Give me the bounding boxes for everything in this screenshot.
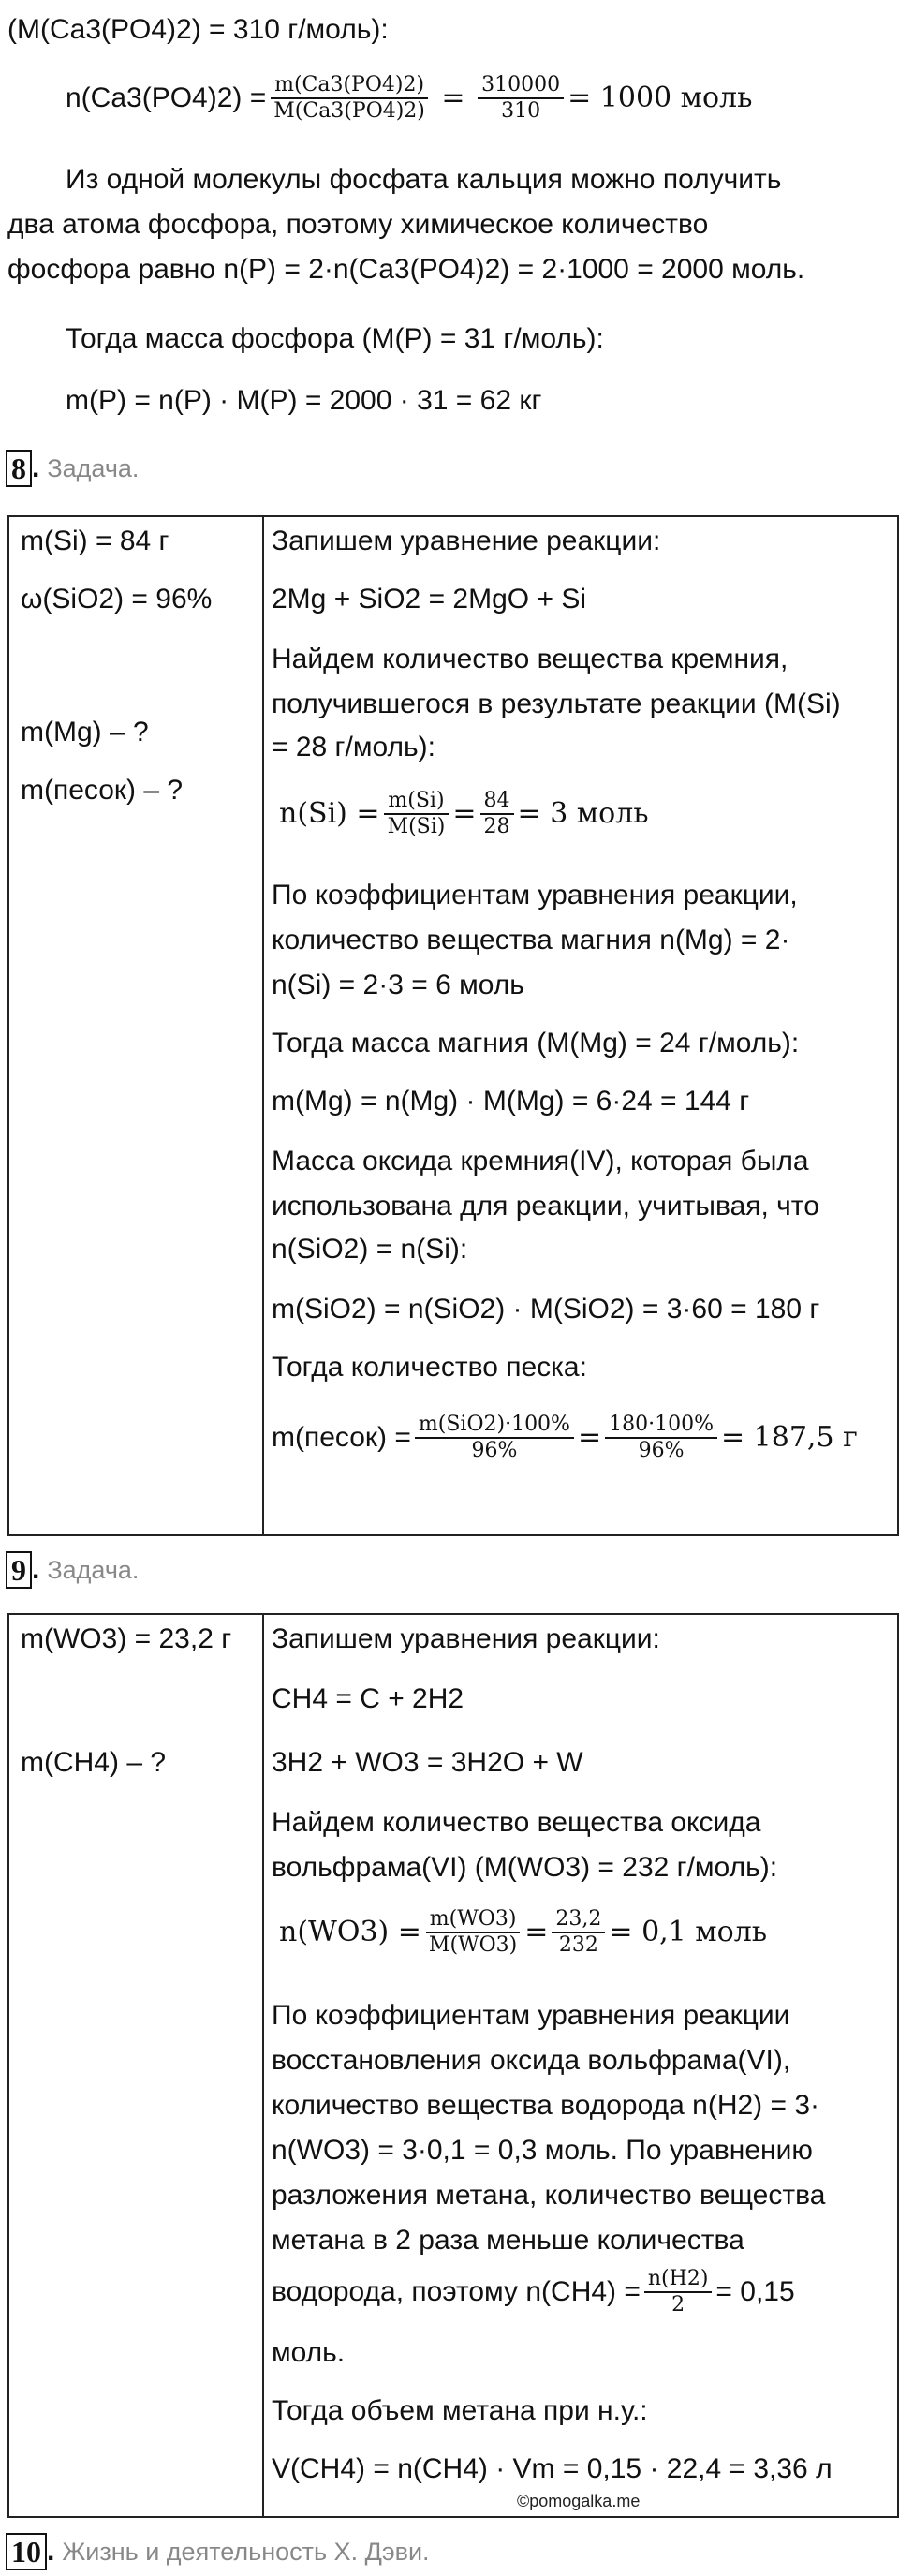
paragraph-phosphorus: Из одной молекулы фосфата кальция можно получить два атома фосфора, поэтому химическое количество фосфора равно n(P) = 2·n(Ca3(PO4)2) = 2·1000 = 2000 моль. <box>7 164 805 285</box>
sand-mass-formula: m(песок) = $\frac{\text{m(SiO2)·100\%}}{96\%}$ = $\frac{180\cdot 100\%}{96\%}$ = 187,5 г <box>272 1413 858 1462</box>
n-ch4-formula: водорода, поэтому n(CH4) = $\frac{n(H2)}{2}$ = 0,15 <box>272 2267 795 2317</box>
methane-volume-formula: V(CH4) = n(CH4) · Vm = 0,15 · 22,4 = 3,36 л <box>272 2453 833 2484</box>
solution-line: Найдем количество вещества оксида <box>272 1807 761 1838</box>
task-number: 8 <box>6 450 32 487</box>
solution-line: метана в 2 раза меньше количества <box>272 2225 744 2256</box>
task-8-table <box>7 515 899 1536</box>
task-10-header: 10 . Жизнь и деятельность Х. Дэви. <box>6 2533 430 2570</box>
solution-line: использована для реакции, учитывая, что <box>272 1191 819 1221</box>
solution-line: n(SiO2) = n(Si): <box>272 1234 468 1265</box>
solution-line: Тогда масса магния (M(Mg) = 24 г/моль): <box>272 1028 800 1059</box>
molar-mass-line: (M(Ca3(PO4)2) = 310 г/моль): <box>7 14 389 45</box>
n-si-formula: n(Si) = $\frac{m(Si)}{M(Si)}$ = $\frac{84}{28}$ = 3 моль <box>279 789 649 838</box>
fraction: $\frac{m(Ca3(PO4)2)}{M(Ca3(PO4)2)}$ <box>270 73 429 124</box>
solution-line: разложения метана, количество вещества <box>272 2180 826 2211</box>
watermark: ©pomogalka.me <box>517 2492 641 2510</box>
task-9-header: 9 . Задача. <box>6 1551 139 1589</box>
solution-line: n(Si) = 2·3 = 6 моль <box>272 970 524 1000</box>
given-item: m(песок) – ? <box>21 775 184 806</box>
reaction-equation: CH4 = C + 2H2 <box>272 1683 464 1714</box>
solution-line: Запишем уравнение реакции: <box>272 526 661 556</box>
solution-line: вольфрама(VI) (M(WO3) = 232 г/моль): <box>272 1852 778 1883</box>
solution-line: восстановления оксида вольфрама(VI), <box>272 2045 791 2076</box>
given-item: m(CH4) – ? <box>21 1747 167 1778</box>
reaction-equation: 3H2 + WO3 = 3H2O + W <box>272 1747 583 1778</box>
solution-line: По коэффициентам уравнения реакции, <box>272 880 798 910</box>
given-item: m(WO3) = 23,2 г <box>21 1623 232 1654</box>
task-label: Задача. <box>47 1555 140 1584</box>
solution-line: Масса оксида кремния(IV), которая была <box>272 1146 809 1177</box>
phosphorus-mass-formula: m(P) = n(P) · M(P) = 2000 · 31 = 62 кг <box>66 385 542 416</box>
given-item: m(Si) = 84 г <box>21 526 169 556</box>
fraction: $\frac{310000}{310}$ <box>478 73 564 124</box>
task-label: Задача. <box>47 453 140 482</box>
solution-line: n(WO3) = 3·0,1 = 0,3 моль. По уравнению <box>272 2135 813 2166</box>
solution-line: Тогда количество песка: <box>272 1352 587 1383</box>
task-number: 9 <box>6 1551 32 1589</box>
task-8-header: 8 . Задача. <box>6 450 139 487</box>
given-item: m(Mg) – ? <box>21 717 149 748</box>
solution-line: количество вещества водорода n(H2) = 3· <box>272 2090 820 2121</box>
solution-line: получившегося в результате реакции (M(Si) <box>272 688 841 719</box>
given-item: ω(SiO2) = 96% <box>21 584 213 614</box>
solution-line: По коэффициентам уравнения реакции <box>272 2000 790 2031</box>
solution-line: количество вещества магния n(Mg) = 2· <box>272 925 790 955</box>
solution-line: m(SiO2) = n(SiO2) · M(SiO2) = 3·60 = 180 г <box>272 1294 820 1325</box>
task-number: 10 <box>6 2533 47 2570</box>
solution-line: Найдем количество вещества кремния, <box>272 644 788 674</box>
solution-line: Тогда объем метана при н.у.: <box>272 2395 648 2426</box>
solution-line: = 28 г/моль): <box>272 732 435 762</box>
solution-line: Запишем уравнения реакции: <box>272 1623 660 1654</box>
task-label: Жизнь и деятельность Х. Дэви. <box>62 2537 430 2566</box>
n-wo3-formula: n(WO3) = $\frac{m(WO3)}{M(WO3)}$ = $\frac{23,2}{232}$ = 0,1 моль <box>279 1907 768 1957</box>
solution-line: моль. <box>272 2337 346 2368</box>
reaction-equation: 2Mg + SiO2 = 2MgO + Si <box>272 584 586 614</box>
n-formula: n(Ca3(PO4)2) = $\frac{m(Ca3(PO4)2)}{M(Ca3(PO4)2)}$ = $\frac{310000}{310}$ = 1000 моль <box>66 73 753 123</box>
paragraph-mass-phosphorus: Тогда масса фосфора (M(P) = 31 г/моль): <box>66 323 604 354</box>
task-9-table <box>7 1613 899 2518</box>
solution-line: m(Mg) = n(Mg) · M(Mg) = 6·24 = 144 г <box>272 1086 750 1117</box>
